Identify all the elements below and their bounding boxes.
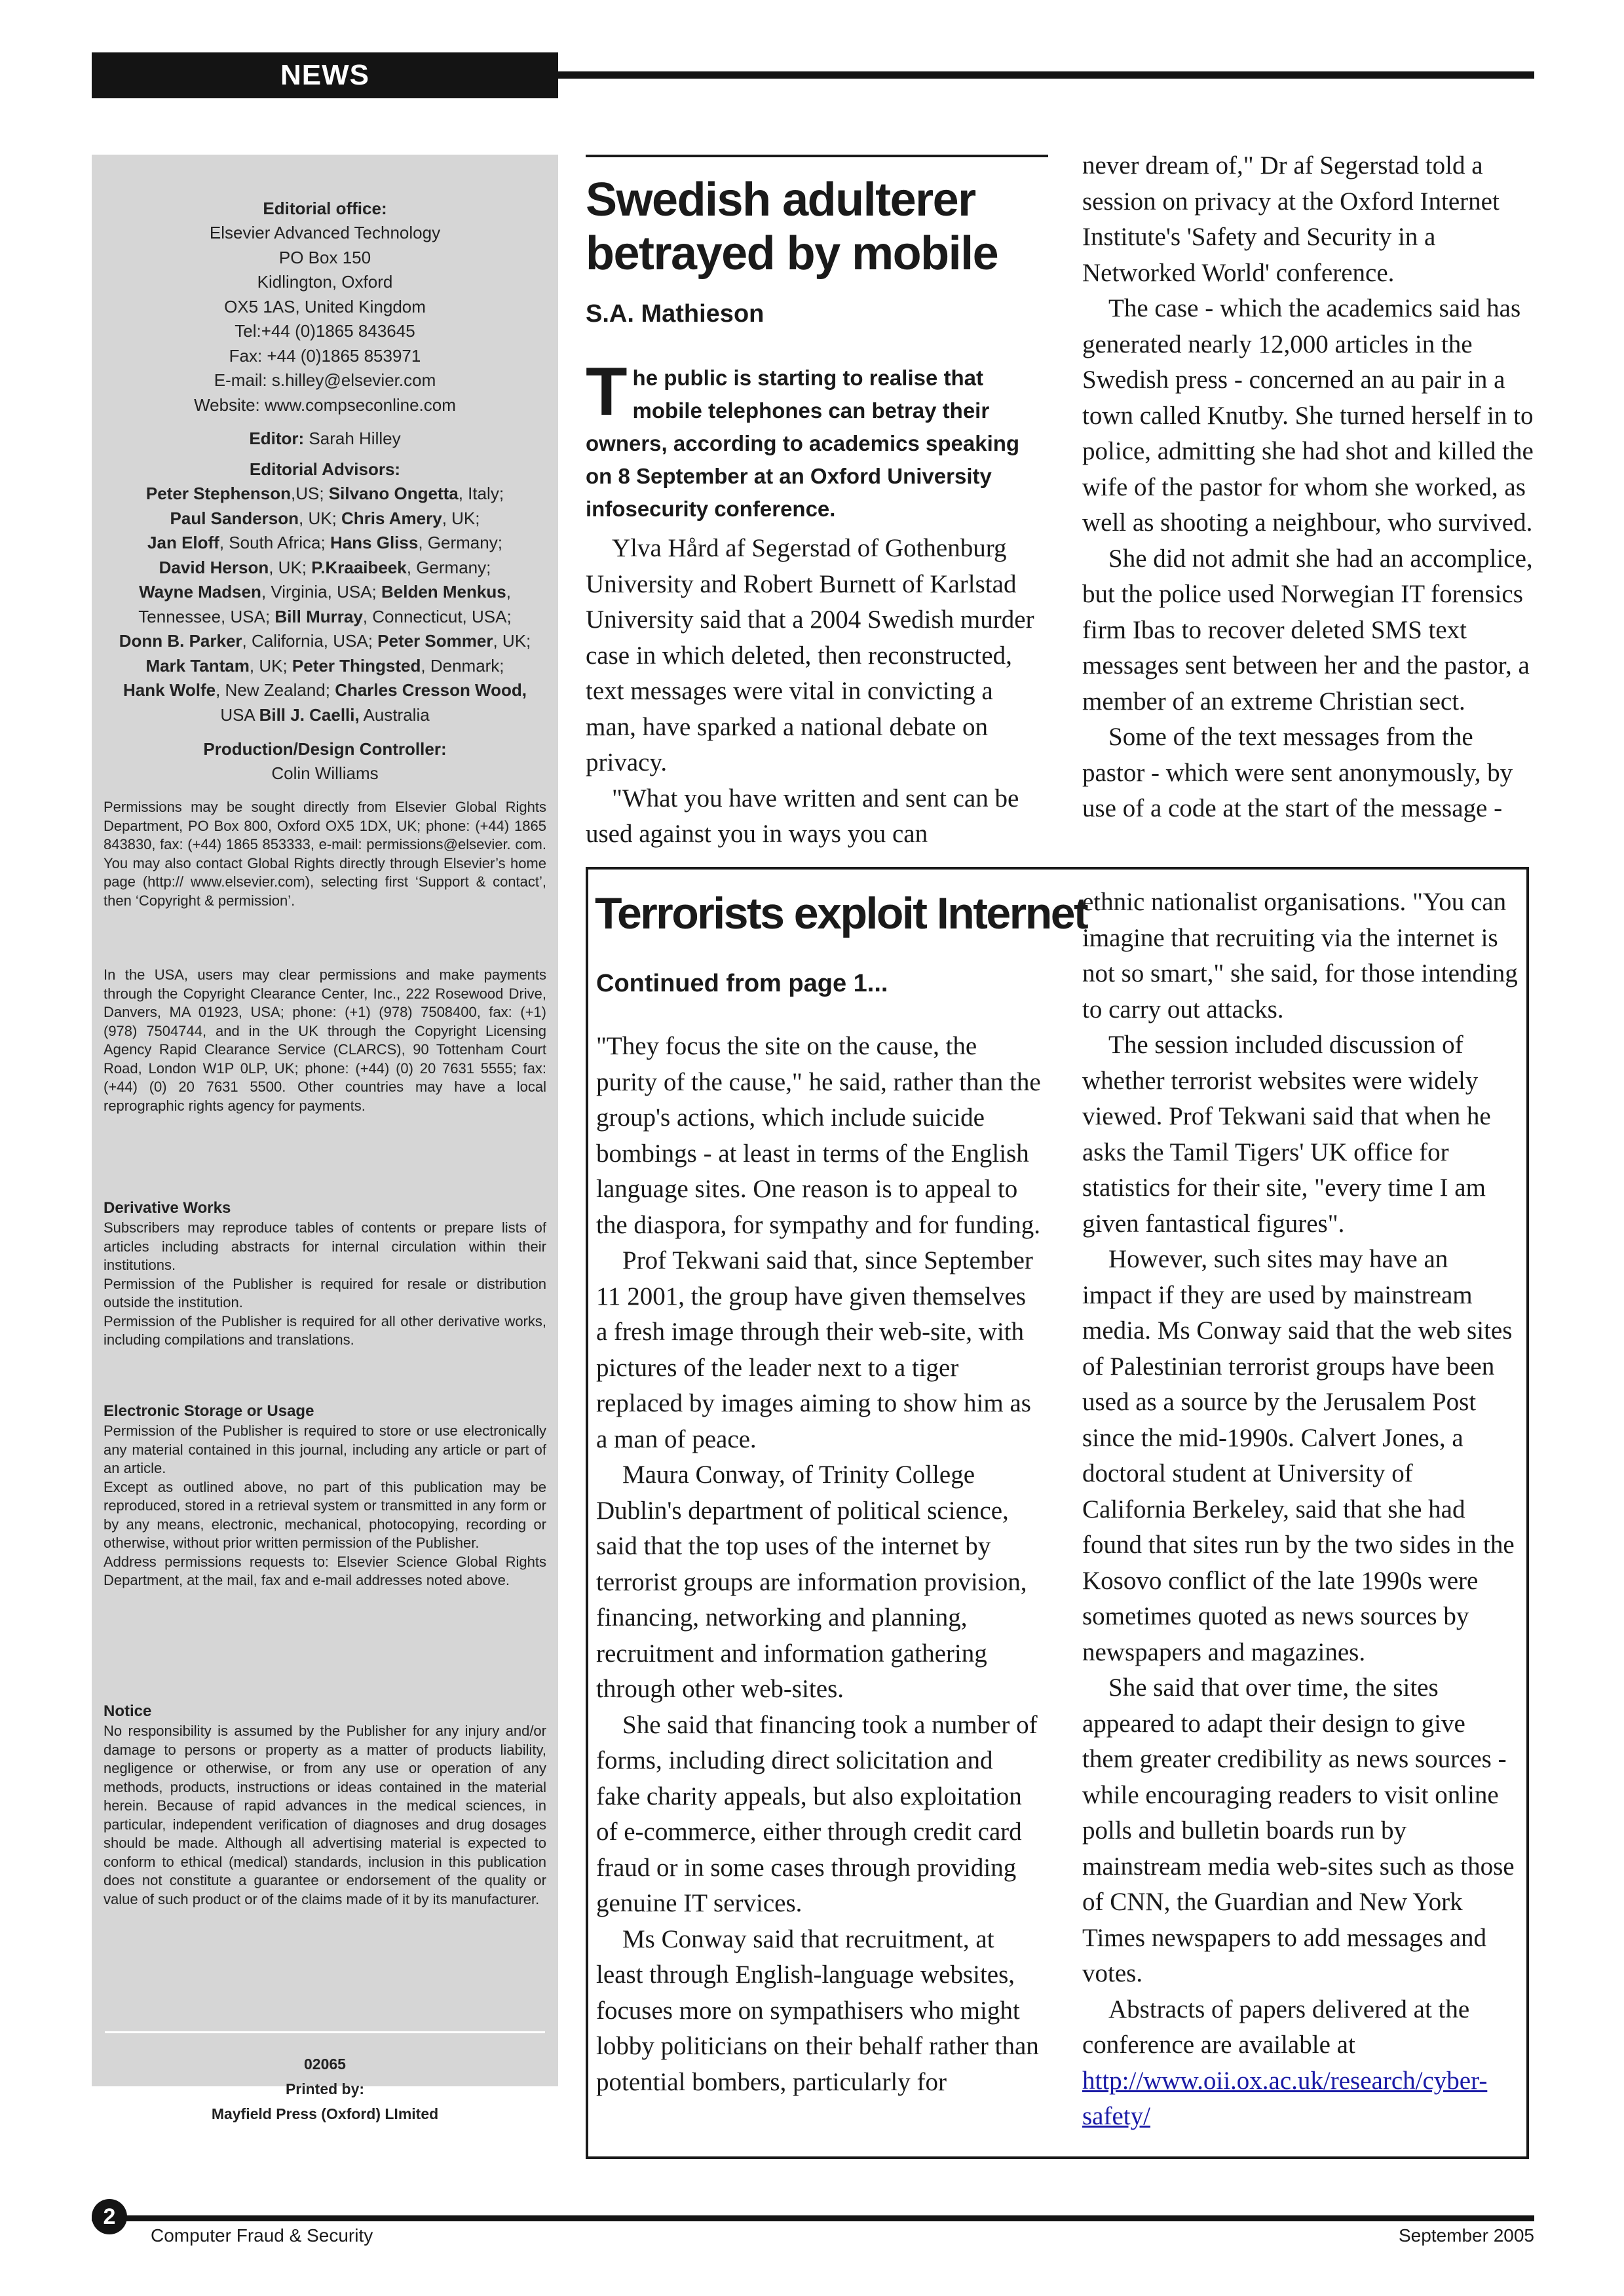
derivative-works-text (104, 1219, 546, 1350)
advisor-location: , Denmark; (421, 655, 504, 676)
section-label: NEWS (280, 59, 369, 91)
production-name: Colin Williams (271, 763, 379, 783)
article-top-rule (586, 155, 1048, 157)
body-paragraph: She said that over time, the sites appeared to adapt their design to give them greater credibility as news sources - while encouraging readers to visit online polls and bulletin boards run by mainstream media web-sites such as those of CNN, the Guardian and New York Times newspapers to add messages and votes. (1082, 1674, 1515, 1987)
drop-cap: T (586, 354, 628, 430)
body-paragraph: "They focus the site on the cause, the purity of the cause," he said, rather than the group's actions, which include suicide bombings - at least in terms of the English language sites. One reason is to appeal to the diaspora, for sympathy and for funding. (596, 1032, 1041, 1239)
advisor-name: Peter Sommer (377, 631, 493, 651)
electronic-storage-text (104, 1422, 546, 1590)
continued-label: Continued from page 1... (596, 970, 888, 997)
advisor-location: , UK; (299, 508, 342, 528)
page-number: 2 (92, 2199, 127, 2234)
article-1-column-1 (586, 531, 1046, 852)
body-paragraph: Ms Conway said that recruitment, at least through English-language websites, focuses more on sympathisers who might lobby politicians on their behalf rather than potential bombers, particularly for (596, 1924, 1039, 2096)
advisor-location: , Germany; (418, 533, 502, 552)
body-paragraph: Abstracts of papers delivered at the conference are available at (1082, 1995, 1470, 2059)
address-line: Tel:+44 (0)1865 843645 (235, 321, 415, 341)
electronic-text-3: Address permissions requests to: Elsevier Science Global Rights Department, at the mail, fax and e-mail addresses noted above. (104, 1553, 546, 1588)
body-paragraph: Prof Tekwani said that, since September 11 2001, the group have given themselves a fresh image through their web-site, with pictures of the leader next to a tiger replaced by images aiming to show him as a man of peace. (596, 1246, 1033, 1453)
notice-title: Notice (104, 1702, 152, 1720)
address-line: OX5 1AS, United Kingdom (224, 296, 426, 316)
address-line: Elsevier Advanced Technology (209, 223, 441, 242)
body-paragraph: "What you have written and sent can be used against you in ways you can (586, 784, 1019, 848)
headline-line-1: Swedish adulterer (586, 174, 975, 226)
header-rule (558, 71, 1534, 79)
advisor-name: Wayne Madsen (139, 582, 261, 602)
advisor-name: Silvano Ongetta (328, 484, 459, 503)
cyber-safety-link[interactable]: http://www.oii.ox.ac.uk/research/cyber-safety/ (1082, 2066, 1488, 2130)
advisor-line (92, 605, 558, 630)
article-1-column-2 (1082, 148, 1534, 827)
body-paragraph: She said that financing took a number of forms, including direct solicitation and fake charity appeals, but also exploitation of e-commerce, either through credit card fraud or in some cases through providing genuine IT services. (596, 1710, 1038, 1917)
production-title: Production/Design Controller: (203, 739, 447, 759)
advisor-line (92, 531, 558, 556)
electronic-text-2: Except as outlined above, no part of this publication may be reproduced, stored in a retrieval system or transmitted in any form or by any means, electronic, mechanical, photocopying, recording or otherwise, without prior written permission of the Publisher. (104, 1478, 546, 1551)
advisor-location: , Germany; (406, 557, 491, 577)
electronic-storage-title: Electronic Storage or Usage (104, 1402, 314, 1420)
editorial-sidebar (92, 155, 558, 2122)
advisor-line (92, 507, 558, 531)
body-paragraph: ethnic nationalist organisations. "You can imagine that recruiting via the internet is not so smart," she said, for those intending to carry out attacks. (1082, 888, 1518, 1024)
derivative-works-title: Derivative Works (104, 1199, 231, 1217)
address-line: E-mail: s.hilley@elsevier.com (214, 370, 436, 390)
advisor-line (92, 703, 558, 728)
editorial-office-title: Editorial office: (263, 199, 387, 218)
advisor-location: , (506, 582, 511, 602)
usa-permissions-text: In the USA, users may clear permissions and make payments through the Copyright Clearance Center, Inc., 222 Rosewood Drive, Danvers, MA 01923, USA; phone: (+1) (978) 7508400, fax: (+1) (978) 7504744, and in the UK through the Copyright Licensing Agency Rapid Clearance Service (CLARCS), 90 Tottenham Court Road, London W1P 0LP, UK; phone: (+44) (0) 20 7631 5555; fax: (+44) (0) 20 7631 5500. Other countries may have a local reprographic rights agency for payments. (104, 966, 546, 1114)
body-paragraph: However, such sites may have an impact if they are used by mainstream media. Ms Conway said that the web sites of Palestinian terrorist groups have been used as a source by the Jerusalem Post since the mid-1990s. Calvert Jones, a doctoral student at University of California Berkeley, said that she had found that sites run by the two sides in the Kosovo conflict of the late 1990s were sometimes quoted as news sources by newspapers and magazines. (1082, 1245, 1515, 1666)
advisor-name: Peter Thingsted (292, 655, 421, 676)
advisor-line (92, 678, 558, 703)
address-line: Website: www.compseconline.com (194, 394, 456, 415)
body-paragraph: The session included discussion of whether terrorist websites were widely viewed. Prof Tekwani said that when he asks the Tamil Tigers' UK office for statistics for their site, "every time I am given fantastical figures". (1082, 1031, 1491, 1238)
derivative-text-1: Subscribers may reproduce tables of contents or prepare lists of articles including abstracts for internal circulation within their institutions. (104, 1219, 546, 1273)
advisor-name: Chris Amery (341, 508, 442, 528)
advisor-name: Hank Wolfe (123, 680, 216, 700)
permissions-text: Permissions may be sought directly from Elsevier Global Rights Department, PO Box 800, Oxford OX5 1DX, UK; phone: (+44) 1865 843830, fax: (+44) 1865 853333, e-mail: permissions@elsevier. com. You may also contact Global Rights directly through Elsevier’s home page (http:// www.elsevier.com), selecting first ‘Support & contact’, then ‘Copyright & permission’. (104, 799, 546, 909)
advisor-location: , UK; (269, 557, 312, 577)
advisor-line (92, 482, 558, 507)
advisor-location: , California, USA; (242, 631, 378, 651)
advisor-name: Paul Sanderson (170, 508, 299, 528)
article-lead (586, 354, 1044, 526)
advisor-line (92, 654, 558, 679)
advisor-line (92, 556, 558, 581)
advisor-location: , South Africa; (219, 533, 330, 552)
advisor-name: Belden Menkus (381, 582, 506, 602)
editorial-address (92, 221, 558, 417)
advisor-location: ,US; (290, 484, 329, 503)
advisor-name: Bill J. Caelli, (259, 704, 360, 725)
advisor-name: Bill Murray (274, 606, 363, 626)
printer-name: Mayfield Press (Oxford) LImited (211, 2105, 439, 2122)
derivative-text-2: Permission of the Publisher is required for resale or distribution outside the institution. (104, 1275, 546, 1311)
advisor-name: Jan Eloff (147, 533, 219, 552)
sidebar-code: 02065 (304, 2056, 346, 2073)
address-line: PO Box 150 (278, 247, 371, 267)
advisor-location: , Italy; (458, 484, 504, 503)
article-2-column-2 (1082, 885, 1522, 2135)
advisor-location: , Connecticut, USA; (362, 606, 512, 626)
advisor-name: Charles Cresson Wood, (335, 680, 527, 700)
sidebar-footer-rule (105, 2031, 545, 2033)
body-paragraph: Ylva Hård af Segerstad of Gothenburg University and Robert Burnett of Karlstad University said that a 2004 Swedish murder case in which deleted, then reconstructed, text messages were vital in convicting a man, have sparked a national debate on privacy. (586, 534, 1034, 776)
advisor-name: P.Kraaibeek (311, 557, 407, 577)
terror-headline: Terrorists exploit Internet (595, 889, 1087, 938)
address-line: Fax: +44 (0)1865 853971 (229, 345, 421, 366)
advisor-location: Tennessee, USA; (138, 606, 275, 626)
advisor-location: , New Zealand; (216, 680, 335, 700)
advisor-location: Australia (359, 704, 430, 725)
advisor-location: USA (220, 704, 259, 725)
lead-text: he public is starting to realise that mobile telephones can betray their owners, according to academics speaking on 8 September at an Oxford University infosecurity conference. (586, 366, 1020, 521)
derivative-text-3: Permission of the Publisher is required for all other derivative works, including compilations and translations. (104, 1312, 546, 1348)
electronic-text-1: Permission of the Publisher is required to store or use electronically any material contained in this journal, including any article or part of an article. (104, 1423, 546, 1476)
advisor-location: , UK; (442, 508, 480, 528)
body-paragraph: never dream of," Dr af Segerstad told a session on privacy at the Oxford Internet Institute's 'Safety and Security in a Networked World' conference. (1082, 151, 1500, 287)
address-line: Kidlington, Oxford (257, 272, 393, 292)
journal-name: Computer Fraud & Security (151, 2225, 373, 2246)
advisor-name: Donn B. Parker (119, 631, 242, 651)
body-paragraph: Maura Conway, of Trinity College Dublin's department of political science, said that the top uses of the internet by terrorist groups are information provision, financing, networking and planning, recruitment and information gathering through other web-sites. (596, 1461, 1027, 1703)
printed-by-label: Printed by: (285, 2080, 365, 2097)
advisors-list (92, 482, 558, 727)
advisor-name: Hans Gliss (330, 533, 419, 552)
notice-text: No responsibility is assumed by the Publisher for any injury and/or damage to persons or property as a matter of products liability, negligence or otherwise, or from any use or operation of any methods, products, instructions or ideas contained in the material herein. Because of rapid advances in the medical sciences, in particular, independent verification of diagnoses and drug dosages should be made. Although all advertising material is expected to conform to ethical (medical) standards, inclusion in this publication does not constitute a guarantee or endorsement of the quality or value of such product or of the claims made of it by its manufacturer. (104, 1723, 546, 1907)
footer-rule (92, 2215, 1534, 2221)
advisor-location: , UK; (249, 655, 292, 676)
body-paragraph: Some of the text messages from the pastor - which were sent anonymously, by use of a code at the start of the message - (1082, 723, 1513, 822)
editor-label: Editor: (249, 429, 305, 448)
article-2-column-1 (596, 1029, 1042, 2100)
advisor-name: David Herson (159, 557, 269, 577)
article-byline: S.A. Mathieson (586, 300, 765, 328)
link-paragraph (1082, 2063, 1522, 2135)
body-paragraph: She did not admit she had an accomplice, but the police used Norwegian IT forensics firm Ibas to recover deleted SMS text messages sent between her and the pastor, a member of an extreme Christian sect. (1082, 544, 1533, 716)
article-headline (586, 173, 1057, 280)
advisor-name: Peter Stephenson (145, 484, 291, 503)
editor-name: Sarah Hilley (309, 429, 401, 448)
advisor-line (92, 580, 558, 605)
advisor-name: Mark Tantam (145, 655, 250, 676)
body-paragraph: The case - which the academics said has generated nearly 12,000 articles in the Swedish press - concerned an au pair in a town called Knutby. She turned herself in to police, admitting she had shot and killed the wife of the pastor for whom she worked, as well as shooting a neighbour, who survived. (1082, 294, 1534, 537)
editor-line (92, 427, 558, 451)
advisor-line (92, 629, 558, 654)
advisor-location: , UK; (493, 631, 531, 651)
issue-date: September 2005 (1398, 2225, 1534, 2246)
advisors-title: Editorial Advisors: (249, 459, 401, 479)
advisor-location: , Virginia, USA; (261, 582, 381, 602)
headline-line-2: betrayed by mobile (586, 227, 998, 280)
